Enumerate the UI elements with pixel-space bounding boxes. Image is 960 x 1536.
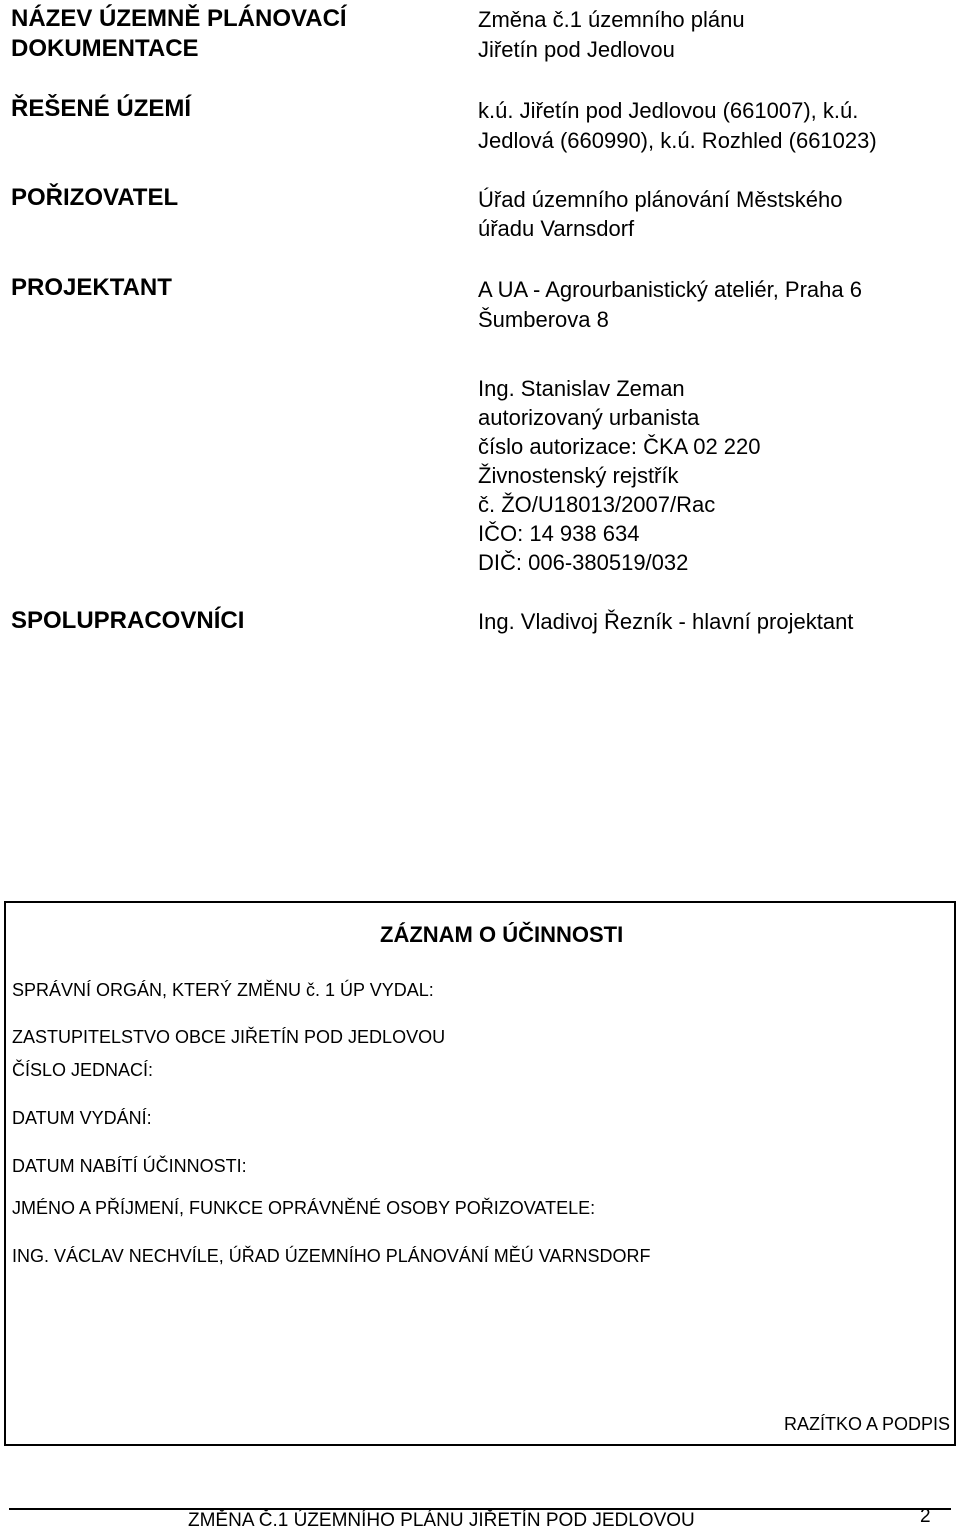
label-document-name-line1: NÁZEV ÚZEMNĚ PLÁNOVACÍ [11, 5, 347, 32]
designer-detail-trade-register: Živnostenský rejstřík [478, 463, 679, 488]
record-issuing-authority-label: SPRÁVNÍ ORGÁN, KTERÝ ZMĚNU č. 1 ÚP VYDAL: [12, 980, 434, 1000]
record-authorized-person-label: JMÉNO A PŘÍJMENÍ, FUNKCE OPRÁVNĚNÉ OSOBY POŘIZOVATELE: [12, 1198, 596, 1218]
record-authorized-person-value: ING. VÁCLAV NECHVÍLE, ÚŘAD ÚZEMNÍHO PLÁNOVÁNÍ MĚÚ VARNSDORF [12, 1246, 651, 1266]
value-designer-line1: A UA - Agrourbanistický ateliér, Praha 6 [478, 277, 862, 302]
value-document-name-line1: Změna č.1 územního plánu [478, 7, 745, 32]
label-document-name-line2: DOKUMENTACE [11, 35, 199, 62]
value-solved-area-line2: Jedlová (660990), k.ú. Rozhled (661023) [478, 128, 877, 153]
record-issuing-authority-value: ZASTUPITELSTVO OBCE JIŘETÍN POD JEDLOVOU [12, 1027, 446, 1047]
record-issue-date: DATUM VYDÁNÍ: [12, 1108, 152, 1128]
record-reference-number: ČÍSLO JEDNACÍ: [12, 1060, 154, 1080]
value-solved-area-line1: k.ú. Jiřetín pod Jedlovou (661007), k.ú. [478, 98, 859, 123]
label-collaborators: SPOLUPRACOVNÍCI [11, 607, 245, 634]
record-stamp-signature: RAZÍTKO A PODPIS [783, 1414, 950, 1434]
value-designer-line2: Šumberova 8 [478, 307, 609, 332]
designer-detail-register-number: č. ŽO/U18013/2007/Rac [478, 492, 716, 517]
label-solved-area: ŘEŠENÉ ÚZEMÍ [11, 95, 192, 122]
label-acquirer: POŘIZOVATEL [11, 184, 179, 211]
value-document-name-line2: Jiřetín pod Jedlovou [478, 37, 675, 62]
footer-title: ZMĚNA Č.1 ÚZEMNÍHO PLÁNU JIŘETÍN POD JEDLOVOU [188, 1510, 695, 1531]
designer-detail-authorization: číslo autorizace: ČKA 02 220 [478, 434, 761, 459]
designer-detail-name: Ing. Stanislav Zeman [478, 376, 685, 401]
value-acquirer-line1: Úřad územního plánování Městského [478, 187, 843, 212]
designer-detail-role: autorizovaný urbanista [478, 405, 700, 430]
record-effective-date: DATUM NABÍTÍ ÚČINNOSTI: [12, 1156, 247, 1176]
designer-detail-ico: IČO: 14 938 634 [478, 521, 640, 546]
value-collaborators: Ing. Vladivoj Řezník - hlavní projektant [478, 609, 854, 634]
value-acquirer-line2: úřadu Varnsdorf [478, 216, 635, 241]
label-designer: PROJEKTANT [11, 274, 172, 301]
page-number: 2 [920, 1506, 931, 1527]
designer-detail-dic: DIČ: 006-380519/032 [478, 550, 689, 575]
record-title: ZÁZNAM O ÚČINNOSTI [380, 922, 624, 947]
